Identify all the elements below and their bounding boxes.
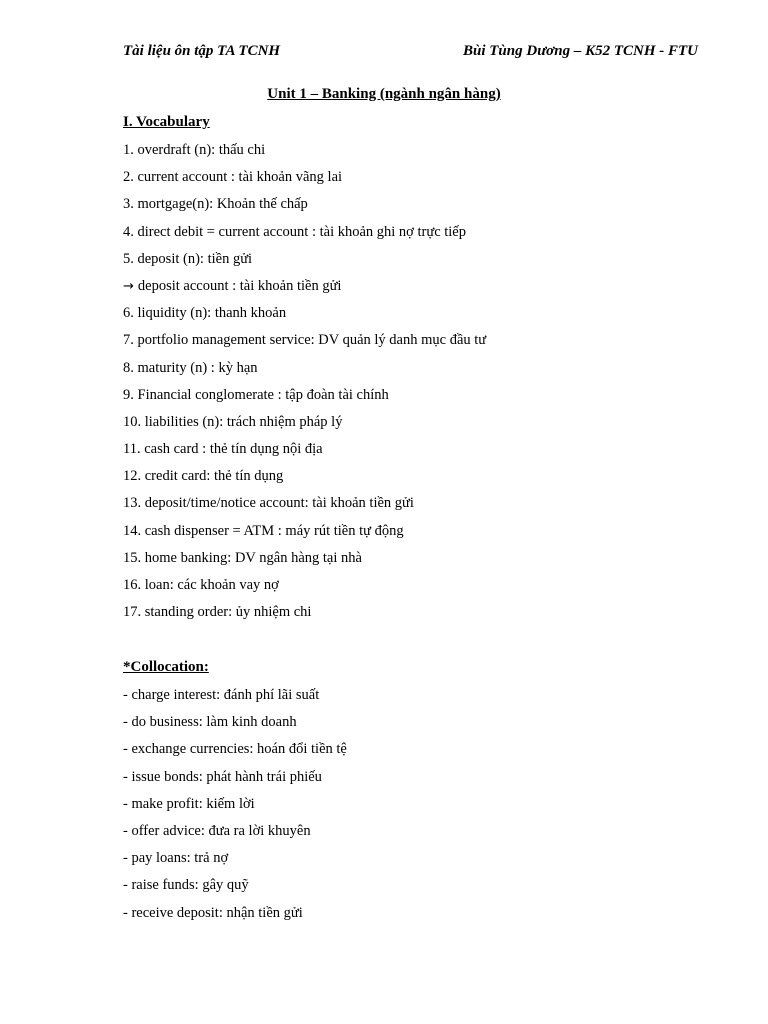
list-item: 15. home banking: DV ngân hàng tại nhà [123,549,362,566]
list-item-text: deposit account : tài khoản tiền gửi [137,277,342,294]
list-item: - charge interest: đánh phí lãi suất [123,687,320,703]
vocabulary-heading: I. Vocabulary [123,114,210,130]
list-item: 4. direct debit = current account : tài khoản ghi nợ trực tiếp [123,223,466,240]
list-item: 3. mortgage(n): Khoản thế chấp [123,196,308,213]
list-item: 16. loan: các khoản vay nợ [123,577,279,593]
list-item: 9. Financial conglomerate : tập đoàn tài chính [123,386,389,403]
unit-title: Unit 1 – Banking (ngành ngân hàng) [267,86,501,102]
list-item: - receive deposit: nhận tiền gửi [123,904,303,921]
collocation-list [123,686,347,931]
list-item: 10. liabilities (n): trách nhiệm pháp lý [123,413,343,430]
header-right-text: Bùi Tùng Dương – K52 TCNH - FTU [463,43,698,59]
right-arrow-icon: → [123,278,134,294]
list-item: 14. cash dispenser = ATM : máy rút tiền tự động [123,522,404,539]
list-item: - offer advice: đưa ra lời khuyên [123,822,311,839]
list-item: - pay loans: trả nợ [123,850,229,867]
list-item: - exchange currencies: hoán đổi tiền tệ [123,741,347,758]
list-item: 1. overdraft (n): thấu chi [123,142,266,158]
header-left-text: Tài liệu ôn tập TA TCNH [123,43,281,59]
list-item: - make profit: kiếm lời [123,795,255,812]
list-item: 5. deposit (n): tiền gửi [123,250,253,267]
list-item: 8. maturity (n) : kỳ hạn [123,359,258,376]
vocabulary-list [123,141,486,630]
list-item: 2. current account : tài khoản vãng lai [123,169,343,186]
list-item: 13. deposit/time/notice account: tài khoản tiền gửi [123,495,414,512]
list-item: - issue bonds: phát hành trái phiếu [123,768,322,785]
list-item: - raise funds: gây quỹ [123,877,249,894]
collocation-heading: *Collocation: [123,659,209,675]
list-item: 12. credit card: thẻ tín dụng [123,468,284,485]
list-item: 11. cash card : thẻ tín dụng nội địa [123,441,323,458]
list-item: - do business: làm kinh doanh [123,714,297,731]
list-item: 7. portfolio management service: DV quản lý danh mục đầu tư [123,332,487,349]
list-item-with-arrow [123,277,486,304]
list-item: 17. standing order: ủy nhiệm chi [123,604,312,621]
list-item: 6. liquidity (n): thanh khoản [123,305,287,322]
